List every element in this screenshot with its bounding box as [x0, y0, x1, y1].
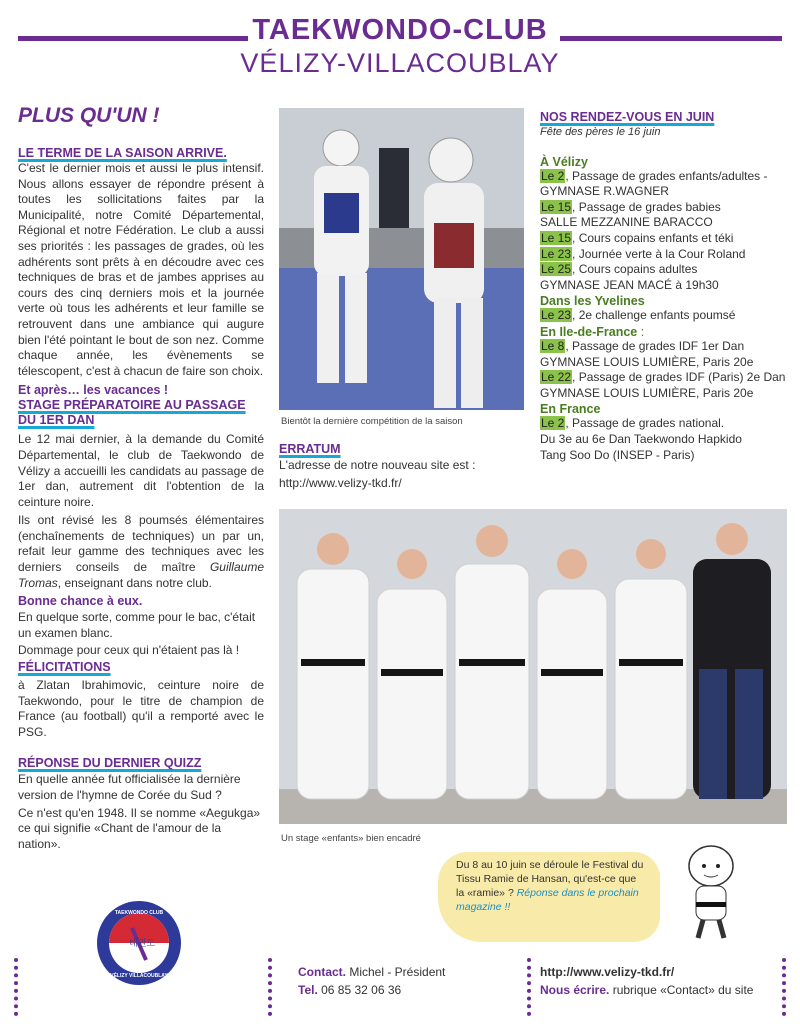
apres-line: Et après… les vacances ! [18, 383, 169, 398]
felicitations-body: à Zlatan Ibrahimovic, ceinture noire de Taekwondo, pour le titre de champion de France (au football) qu'il a remporté avec le PSG. [18, 678, 264, 739]
teacher-name: Guillaume Tromas [18, 560, 264, 590]
event-date: Le 23 [541, 308, 572, 323]
event-date: Le 23 [541, 246, 572, 261]
velizy-event-item [540, 215, 790, 231]
idf-event-1 [540, 339, 790, 355]
france-line-3: Tang Soo Do (INSEP - Paris) [540, 447, 695, 462]
event-date: Le 2 [541, 416, 565, 431]
festival-answer: Réponse dans le prochain magazine !! [456, 887, 639, 913]
section-title-rdv: NOS RENDEZ-VOUS EN JUIN [540, 110, 715, 124]
logo-text-bottom: VÉLIZY VILLACOUBLAY [110, 973, 168, 979]
velizy-event-item [540, 247, 790, 263]
page-title: TAEKWONDO-CLUB [252, 14, 548, 46]
yvelines-event [540, 308, 790, 324]
bonne-chance: Bonne chance à eux. [18, 594, 143, 609]
footer-url-link[interactable]: http://www.velizy-tkd.fr/ [540, 965, 675, 979]
stage-paragraph-3: En quelque sorte, comme pour le bac, c'était un examen blanc. [18, 610, 256, 640]
ecrire-text: rubrique «Contact» du site [609, 983, 754, 997]
event-text: SALLE MEZZANINE BARACCO [540, 215, 713, 230]
festival-question: Du 8 au 10 juin se déroule le Festival du Tissu Ramie de Hansan, qu'est-ce que la «ramie» ? [456, 859, 644, 899]
erratum-text: L'adresse de notre nouveau site est : [279, 458, 476, 472]
event-text: , Cours copains adultes [572, 262, 698, 277]
yvelines-heading: Dans les Yvelines [540, 294, 645, 309]
quizz-answer: Ce n'est qu'en 1948. Il se nomme «Aegukga» ce qui signifie «Chant de l'amour de la nation». [18, 805, 261, 851]
velizy-event-item [540, 262, 790, 278]
section-title-stage: STAGE PRÉPARATOIRE AU PASSAGE DU 1ER DAN [18, 398, 246, 428]
event-date: Le 22 [541, 370, 572, 385]
idf-heading [540, 325, 790, 339]
logo-hangul: 태권도 [129, 938, 156, 948]
event-text: , Passage de grades IDF 1er Dan [565, 338, 745, 353]
ecrire-label: Nous écrire. [540, 983, 610, 997]
footer-tel [298, 983, 401, 997]
footer-divider-mid [268, 958, 276, 1016]
event-text: , Passage de grades IDF (Paris) 2e Dan [572, 370, 786, 385]
event-text: , Cours copains enfants et téki [572, 230, 734, 245]
idf-event-2-place: GYMNASE LOUIS LUMIÈRE, Paris 20e [540, 385, 754, 400]
event-date: Le 2 [541, 168, 565, 183]
competition-photo [279, 108, 524, 410]
section-title-saison: LE TERME DE LA SAISON ARRIVE. [18, 146, 227, 160]
event-text: , Journée verte à la Cour Roland [572, 246, 746, 261]
erratum-url-link[interactable]: http://www.velizy-tkd.fr/ [279, 475, 402, 490]
event-text: , Passage de grades national. [565, 416, 725, 431]
footer-divider-left [14, 958, 22, 1016]
france-event [540, 416, 790, 432]
stage-paragraph-4: Dommage pour ceux qui n'étaient pas là ! [18, 643, 240, 658]
event-text: , Passage de grades babies [572, 199, 721, 214]
group-photo [279, 509, 787, 824]
stage-text-a: Ils ont révisé les 8 poumsés élémentaires (enchaînements de techniques) un par un, refait leur gamme des techniques avec les derniers conseils de maître [18, 513, 264, 575]
event-date: Le 15 [541, 230, 572, 245]
tel-value: 06 85 32 06 36 [317, 983, 402, 997]
footer-divider-right [782, 958, 790, 1016]
velizy-event-item [540, 200, 790, 216]
competition-photo-caption: Bientôt la dernière compétition de la saison [281, 416, 463, 427]
quizz-question: En quelle année fut officialisée la dernière version de l'hymne de Corée du Sud ? [18, 772, 241, 802]
logo-text-top: TAEKWONDO CLUB [114, 910, 164, 916]
france-heading: En France [540, 402, 601, 417]
idf-heading-colon: : [637, 324, 645, 339]
tel-label: Tel. [298, 983, 318, 997]
footer-ecrire [540, 983, 753, 997]
footer-contact [298, 965, 445, 979]
stage-paragraph-1: Le 12 mai dernier, à la demande du Comité Départemental, le club de Taekwondo de Vélizy a accueilli les candidats au passage de 1er dan, autrement dit l'obtention de la ceinture noire. [18, 432, 264, 509]
velizy-event-item [540, 169, 790, 200]
column-heading: PLUS QU'UN ! [18, 104, 160, 127]
velizy-heading: À Vélizy [540, 154, 588, 169]
section-title-felicitations: FÉLICITATIONS [18, 660, 111, 675]
event-text: , 2e challenge enfants poumsé [572, 308, 736, 323]
france-line-2: Du 3e au 6e Dan Taekwondo Hapkido [540, 431, 742, 446]
event-date: Le 8 [541, 338, 565, 353]
club-logo [96, 900, 182, 986]
velizy-event-item [540, 231, 790, 247]
group-photo-caption: Un stage «enfants» bien encadré [281, 833, 421, 844]
mascot-illustration [676, 842, 746, 942]
idf-event-1-place: GYMNASE LOUIS LUMIÈRE, Paris 20e [540, 354, 754, 369]
section-body-saison: C'est le dernier mois et aussi le plus intensif. Nous allons essayer de répondre présent à toutes les sollicitations faites par la Municipalité, notre Comité Départemental, Régional et notre Fédération. Le club a aussi ses priorités : les passages de grades, où les adhérents sont prêts à en découdre avec ces techniques de bras et de jambes apprises au cours des cinq derniers mois et la journée verte où tous les adhérents et leur famille se retrouvent dans une ambiance qui augure bien l'été pointant le bout de son nez. Comme chaque année, les évènements se télescopent, c'est à chacun de faire son choix. [18, 161, 264, 378]
idf-event-2 [540, 370, 790, 386]
idf-heading-text: En Ile-de-France [540, 324, 638, 339]
page-subtitle: VÉLIZY-VILLACOUBLAY [240, 48, 560, 78]
stage-paragraph-2 [18, 513, 264, 591]
rdv-subtitle: Fête des pères le 16 juin [540, 126, 661, 138]
velizy-event-item [540, 278, 790, 294]
footer-divider-mid2 [527, 958, 535, 1016]
velizy-events [540, 169, 790, 294]
stage-text-b: , enseignant dans notre club. [57, 575, 212, 590]
section-title-erratum: ERRATUM [279, 442, 341, 456]
event-text: , Passage de grades enfants/adultes - GYMNASE R.WAGNER [540, 168, 768, 199]
event-text: GYMNASE JEAN MACÉ à 19h30 [540, 277, 719, 292]
contact-name: Michel - Président [346, 965, 446, 979]
section-title-quizz: RÉPONSE DU DERNIER QUIZZ [18, 756, 202, 771]
festival-text [456, 858, 646, 914]
contact-label: Contact. [298, 965, 346, 979]
event-date: Le 25 [541, 262, 572, 277]
event-date: Le 15 [541, 199, 572, 214]
